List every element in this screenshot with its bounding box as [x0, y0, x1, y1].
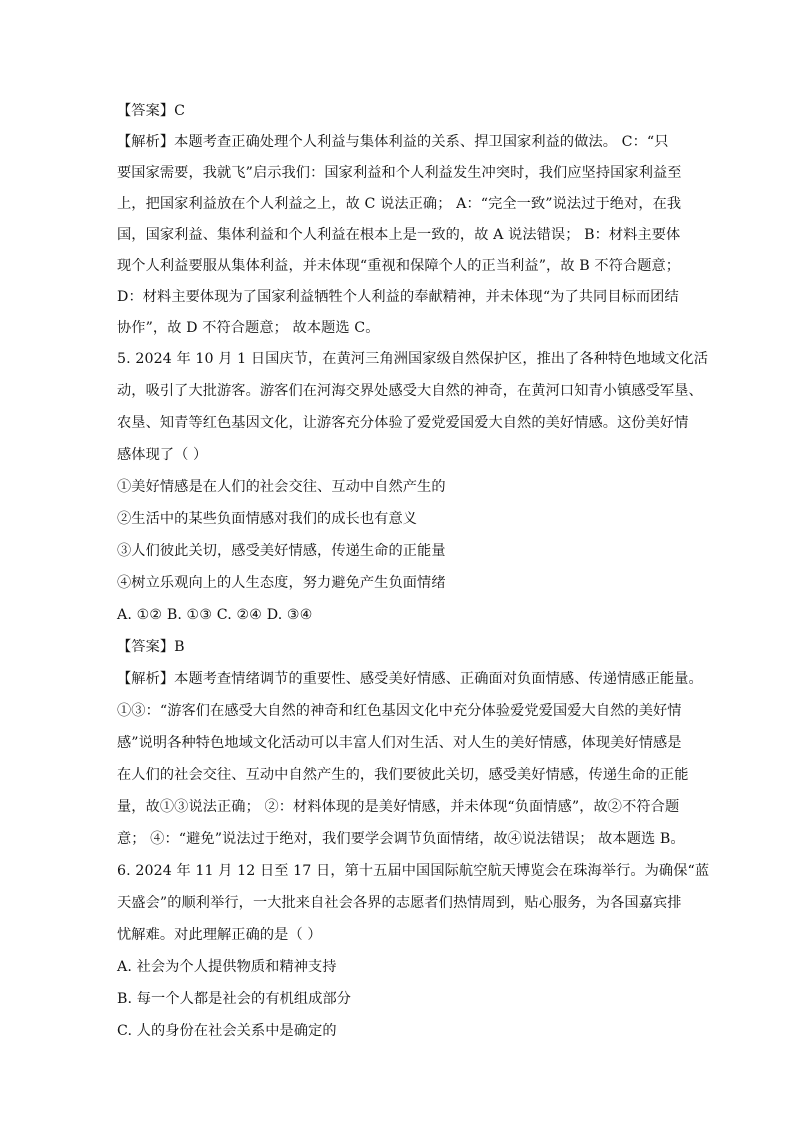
q4-analysis-line: 要国家需要，我就飞”启示我们：国家利益和个人利益发生冲突时，我们应坚持国家利益至: [117, 165, 682, 181]
q4-analysis-line: 上，把国家利益放在个人利益之上，故 C 说法正确； A：“完全一致”说法过于绝对，在我: [117, 196, 682, 212]
q5-analysis-line: 【解析】本题考查情绪调节的重要性、感受美好情感、正确面对负面情感、传递情感正能量。: [117, 671, 703, 687]
q5-option: ③人们彼此关切，感受美好情感，传递生命的正能量: [117, 543, 446, 559]
q5-analysis: [117, 670, 703, 848]
q6-stem-line: 忧解难。对此理解正确的是（ ）: [117, 927, 322, 943]
q6-option: A. 社会为个人提供物质和精神支持: [117, 959, 337, 975]
q6-options: [117, 958, 677, 1040]
q5-choices: A. ①② B. ①③ C. ②④ D. ③④: [117, 607, 313, 623]
q5-answer: 【答案】B: [117, 639, 185, 655]
q5-option: ④树立乐观向上的人生态度，努力避免产生负面情绪: [117, 575, 446, 591]
q4-analysis: [117, 133, 682, 337]
q6-option: B. 每一个人都是社会的有机组成部分: [117, 991, 352, 1007]
q5-stem-line: 农垦、知青等红色基因文化，让游客充分体验了爱党爱国爱大自然的美好情感。这份美好情: [117, 415, 689, 431]
q5-analysis-line: 感”说明各种特色地域文化活动可以丰富人们对生活、对人生的美好情感，体现美好情感是: [117, 735, 682, 751]
q5-stem-line: 动，吸引了大批游客。游客们在河海交界处感受大自然的神奇，在黄河口知青小镇感受军垦、: [117, 383, 703, 399]
q6-stem: [117, 862, 710, 944]
q5-option: ①美好情感是在人们的社会交往、互动中自然产生的: [117, 479, 446, 495]
q5-analysis-line: 意； ④：“避免”说法过于绝对，我们要学会调节负面情绪，故④说法错误； 故本题选 B。: [117, 831, 685, 847]
q5-stem-line: 感体现了（ ）: [117, 447, 208, 463]
document-content: [117, 102, 710, 1040]
q4-analysis-line: D：材料主要体现为了国家利益牺牲个人利益的奉献精神，并未体现“为了共同目标而团结: [117, 289, 679, 305]
q4-analysis-line: 【解析】本题考查正确处理个人利益与集体利益的关系、捍卫国家利益的做法。 C：“只: [117, 134, 669, 150]
q5-options: [117, 478, 677, 592]
q6-option: C. 人的身份在社会关系中是确定的: [117, 1023, 337, 1039]
q5-analysis-line: ①③：“游客们在感受大自然的神奇和红色基因文化中充分体验爱党爱国爱大自然的美好情: [117, 703, 682, 719]
q5-analysis-line: 量，故①③说法正确； ②：材料体现的是美好情感，并未体现“负面情感”，故②不符合题: [117, 799, 680, 815]
q5-stem-line: 5. 2024 年 10 月 1 日国庆节，在黄河三角洲国家级自然保护区，推出了各种特色地域文化活: [117, 351, 709, 367]
q4-analysis-line: 协作”，故 D 不符合题意； 故本题选 C。: [117, 320, 380, 336]
q5-stem: [117, 350, 709, 464]
q5-analysis-line: 在人们的社会交往、互动中自然产生的，我们要彼此关切，感受美好情感，传递生命的正能: [117, 767, 689, 783]
q6-stem-line: 天盛会”的顺利举行，一大批来自社会各界的志愿者们热情周到，贴心服务，为各国嘉宾排: [117, 895, 682, 911]
q4-answer: 【答案】C: [117, 103, 186, 119]
q6-stem-line: 6. 2024 年 11 月 12 日至 17 日，第十五届中国国际航空航天博览会在珠海举行。为确保“蓝: [117, 863, 710, 879]
q5-option: ②生活中的某些负面情感对我们的成长也有意义: [117, 511, 418, 527]
q4-analysis-line: 国，国家利益、集体利益和个人利益在根本上是一致的，故 A 说法错误； B：材料主要体: [117, 227, 681, 243]
q4-analysis-line: 现个人利益要服从集体利益，并未体现“重视和保障个人的正当利益”，故 B 不符合题意；: [117, 258, 681, 274]
